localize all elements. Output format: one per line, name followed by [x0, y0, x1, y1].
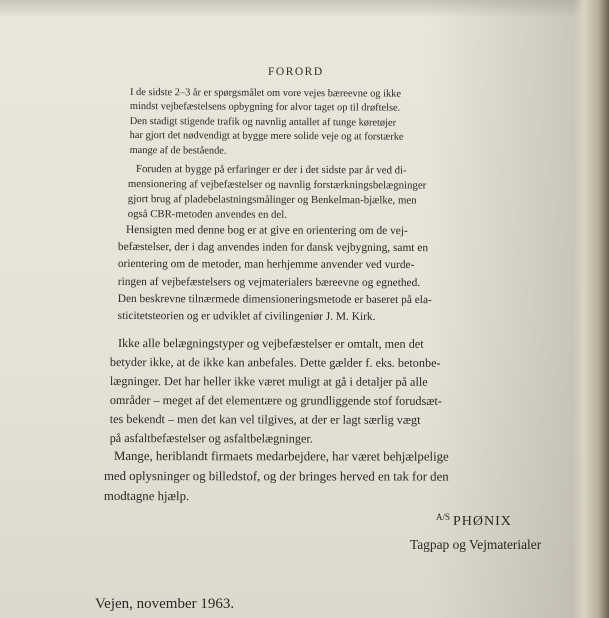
paragraph-line: modtagne hjælp. — [103, 489, 190, 504]
paragraph-line: ringen af vejbefæstelsers og vejmaterialers bæreevne og egnethed. — [117, 275, 421, 289]
paragraph-line: gjort brug af pladebelastningsmålinger og Benkelman-bjælke, men — [127, 192, 417, 207]
paragraph-line: betyder ikke, at de ikke kan anbefales. Dette gælder f. eks. betonbe- — [109, 354, 441, 370]
place-and-date: Vejen, november 1963. — [95, 596, 235, 612]
paragraph-line: I de sidste 2–3 år er spørgsmålet om vore vejes bæreevne og ikke — [129, 86, 402, 100]
page-title: FORORD — [268, 66, 324, 78]
signature-prefix: A/S — [436, 512, 451, 522]
paragraph-line: mange af de bestående. — [129, 144, 227, 157]
paragraph-line: Mange, heriblandt firmaets medarbejdere, har været behjælpelige — [113, 449, 449, 464]
paragraph-line: mensionering af vejbefæstelser og navnlig forstærkningsbelægninger — [127, 177, 427, 192]
signature-subtitle: Tagpap og Vejmaterialer — [410, 537, 542, 552]
paragraph-line: orientering om de metoder, man herhjemme anvender ved vurde- — [117, 258, 415, 272]
paragraph-line: Foruden at bygge på erfaringer er der i det sidste par år ved di- — [135, 163, 407, 177]
paragraph-line: Den beskrevne tilnærmede dimensioneringsmetode er baseret på ela- — [117, 292, 432, 306]
paragraph-line: Hensigten med denne bog er at give en orientering om de vej- — [125, 224, 408, 238]
paragraph-line: sticitetsteorien og er udviklet af civilingeniør J. M. Kirk. — [117, 310, 376, 323]
paragraph-line: med oplysninger og billedstof, og der bringes herved en tak for den — [103, 469, 449, 484]
paragraph-line: lægninger. Det har heller ikke været muligt at gå i detaljer på alle — [109, 373, 428, 389]
paragraph-3 — [118, 222, 432, 326]
signature-company-name: PHØNIX — [453, 514, 512, 529]
page-right-edge — [573, 0, 609, 618]
paragraph-line: mindst vejbefæstelsens opbygning for alvor taget op til drøftelse. — [129, 101, 401, 115]
paragraph-line: befæstelser, der i dag anvendes inden for dansk vejbygning, samt en — [117, 241, 429, 255]
paragraph-2 — [128, 162, 427, 224]
paragraph-4 — [110, 334, 442, 449]
paragraph-5 — [104, 446, 449, 507]
paragraph-line: Ikke alle belægningstyper og vejbefæstelser er omtalt, men det — [117, 336, 424, 351]
paragraph-line: Den stadigt stigende trafik og navnlig antallet af tunge køretøjer — [129, 115, 397, 129]
paragraph-line: på asfaltbefæstelser og asfaltbelægninger. — [109, 430, 313, 446]
paragraph-line: også CBR-metoden anvendes en del. — [127, 207, 287, 221]
page-top-shadow — [0, 0, 609, 18]
paragraph-line: har gjort det nødvendigt at bygge mere solide veje og at forstærke — [129, 130, 404, 143]
paragraph-line: områder – meget af det elementære og grundliggende stof forudsæt- — [109, 392, 442, 408]
paragraph-1 — [130, 86, 404, 160]
signature-company — [436, 512, 512, 530]
paragraph-line: tes bekendt – men det kan vel tilgives, at der er lagt særlig vægt — [109, 411, 421, 427]
